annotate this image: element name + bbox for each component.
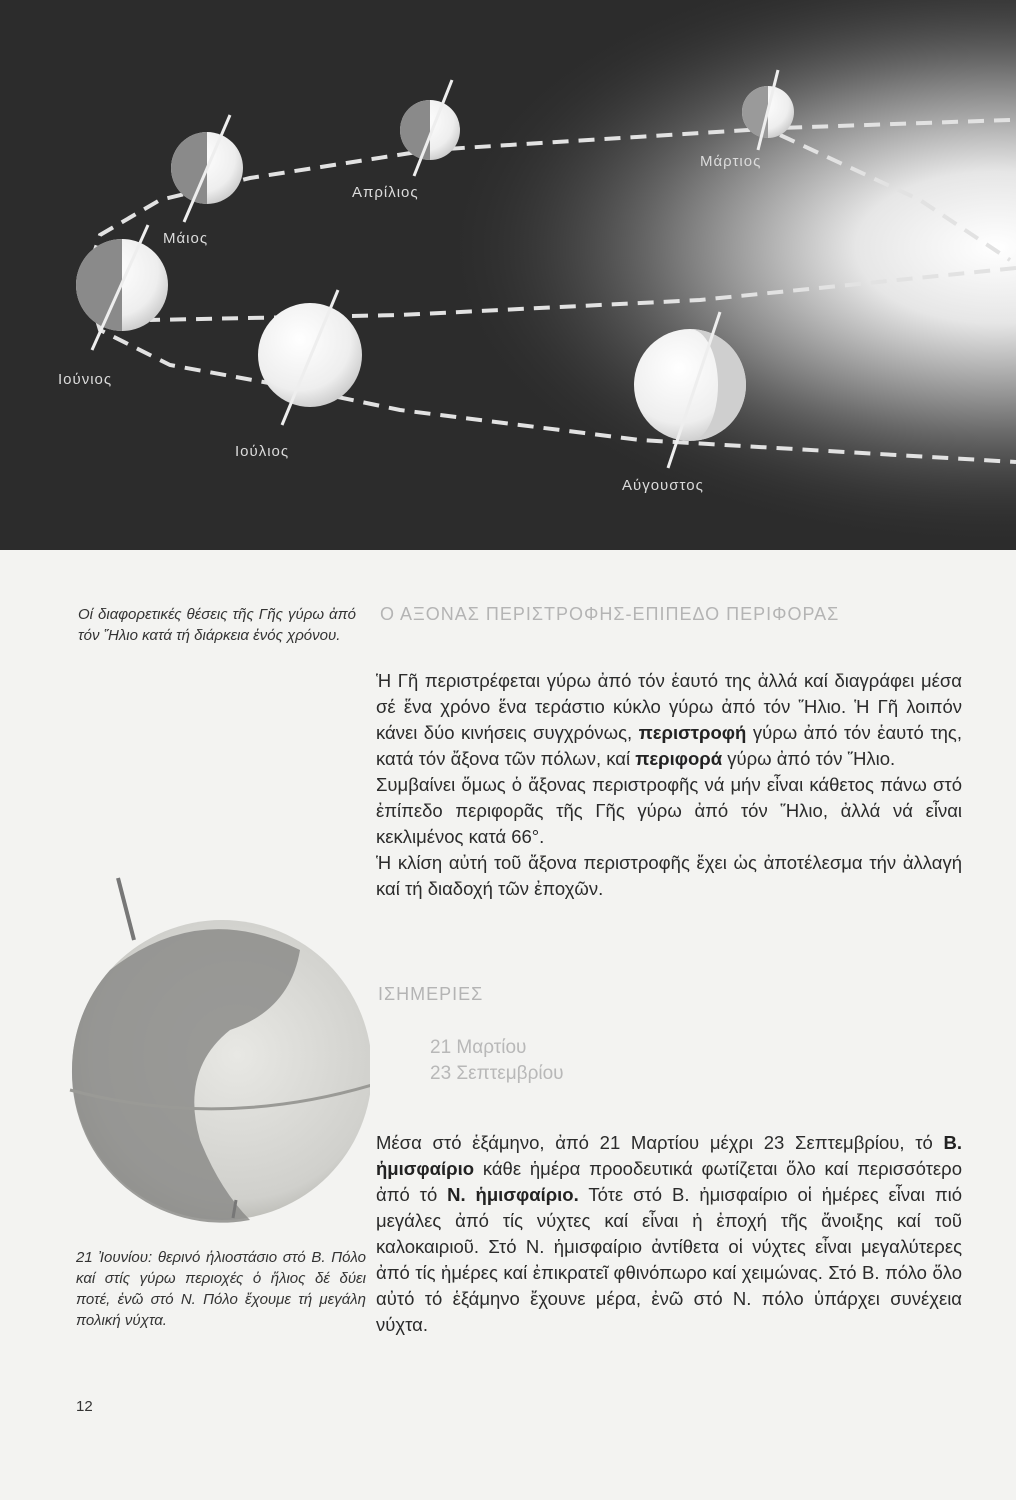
label-june: Ιούνιος [58,371,113,388]
label-july: Ιούλιος [235,443,290,460]
section-heading-axis: Ο ΑΞΟΝΑΣ ΠΕΡΙΣΤΡΟΦΗΣ-ΕΠΙΠΕΔΟ ΠΕΡΙΦΟΡΑΣ [380,604,840,624]
orbit-figure [0,0,1016,550]
section-heading-equinoxes: ΙΣΗΜΕΡΙΕΣ [378,984,484,1004]
para-tilt: Συμβαίνει ὅμως ὁ ἄξονας περιστροφῆς νά μήν εἶναι κάθετος πάνω στό ἐπίπεδο περιφορᾶς τῆς Γῆς γύρω ἀπό τόν Ἥλιο, ἀλλά νά εἶναι κεκλιμένος κατά 66°. [376,774,962,847]
globe-photo [50,860,370,1230]
label-august: Αύγουστος [622,477,704,494]
page-number: 12 [76,1398,93,1415]
section-axis-body [376,668,962,902]
section-equinox-body: Μέσα στό ἑξάμηνο, ἀπό 21 Μαρτίου μέχρι 23 Σεπτεμβρίου, τό Β. ἡμισφαίριο κάθε ἡμέρα προοδευτικά φωτίζεται ὅλο καί περισσότερο ἀπό τό Ν. ἡμισφαίριο. Τότε στό Β. ἡμισφαίριο οἱ ἡμέρες εἶναι πιό μεγάλες ἀπό τίς νύχτες καί εἶναι ἡ ἐποχή τῆς ἄνοιξης καί τοῦ καλοκαιριοῦ. Στό Ν. ἡμισφαίριο ἀντίθετα οἱ νύχτες εἶναι μεγαλύτερες ἀπό τίς ἡμέρες καί ἐπικρατεῖ φθινόπωρο καί χειμώνας. Στό Β. πόλο ὅλο αὐτό τό ἑξάμηνο ἔχουνε μέρα, ἐνῶ στό Ν. πόλο ὑπάρχει συνέχεια νύχτα. [376,1132,963,1335]
label-may: Μάιος [163,230,209,247]
caption-globe: 21 Ἰουνίου: θερινό ἡλιοστάσιο στό Β. Πόλο καί στίς γύρω περιοχές ὁ ἥλιος δέ δύει ποτέ, ἐνῶ στό Ν. Πόλο ἔχουμε τή μεγάλη πολική νύχτα. [76,1249,366,1329]
label-march: Μάρτιος [700,153,762,170]
equinox-dates [430,1035,564,1087]
date-september: 23 Σεπτεμβρίου [430,1063,564,1084]
label-april: Απρίλιος [352,184,419,201]
para-seasons: Ἡ κλίση αὐτή τοῦ ἄξονα περιστροφῆς ἔχει ὡς ἀποτέλεσμα τήν ἀλλαγή καί τή διαδοχή τῶν ἐποχῶν. [376,852,962,899]
date-march: 21 Μαρτίου [430,1037,527,1058]
para-rotation: Ἡ Γῆ περιστρέφεται γύρω ἀπό τόν ἑαυτό της ἀλλά καί διαγράφει μέσα σέ ἕνα χρόνο ἕνα τεράστιο κύκλο γύρω ἀπό τόν Ἥλιο. Ἡ Γῆ λοιπόν κάνει δύο κινήσεις συγχρόνως, περιστροφή γύρω ἀπό τόν ἑαυτό της, κατά τόν ἄξονα τῶν πόλων, καί περιφορά γύρω ἀπό τόν Ἥλιο. [376,670,962,769]
caption-orbit: Οί διαφορετικές θέσεις τῆς Γῆς γύρω ἀπό τόν Ἥλιο κατά τή διάρκεια ἑνός χρόνου. [78,606,356,644]
